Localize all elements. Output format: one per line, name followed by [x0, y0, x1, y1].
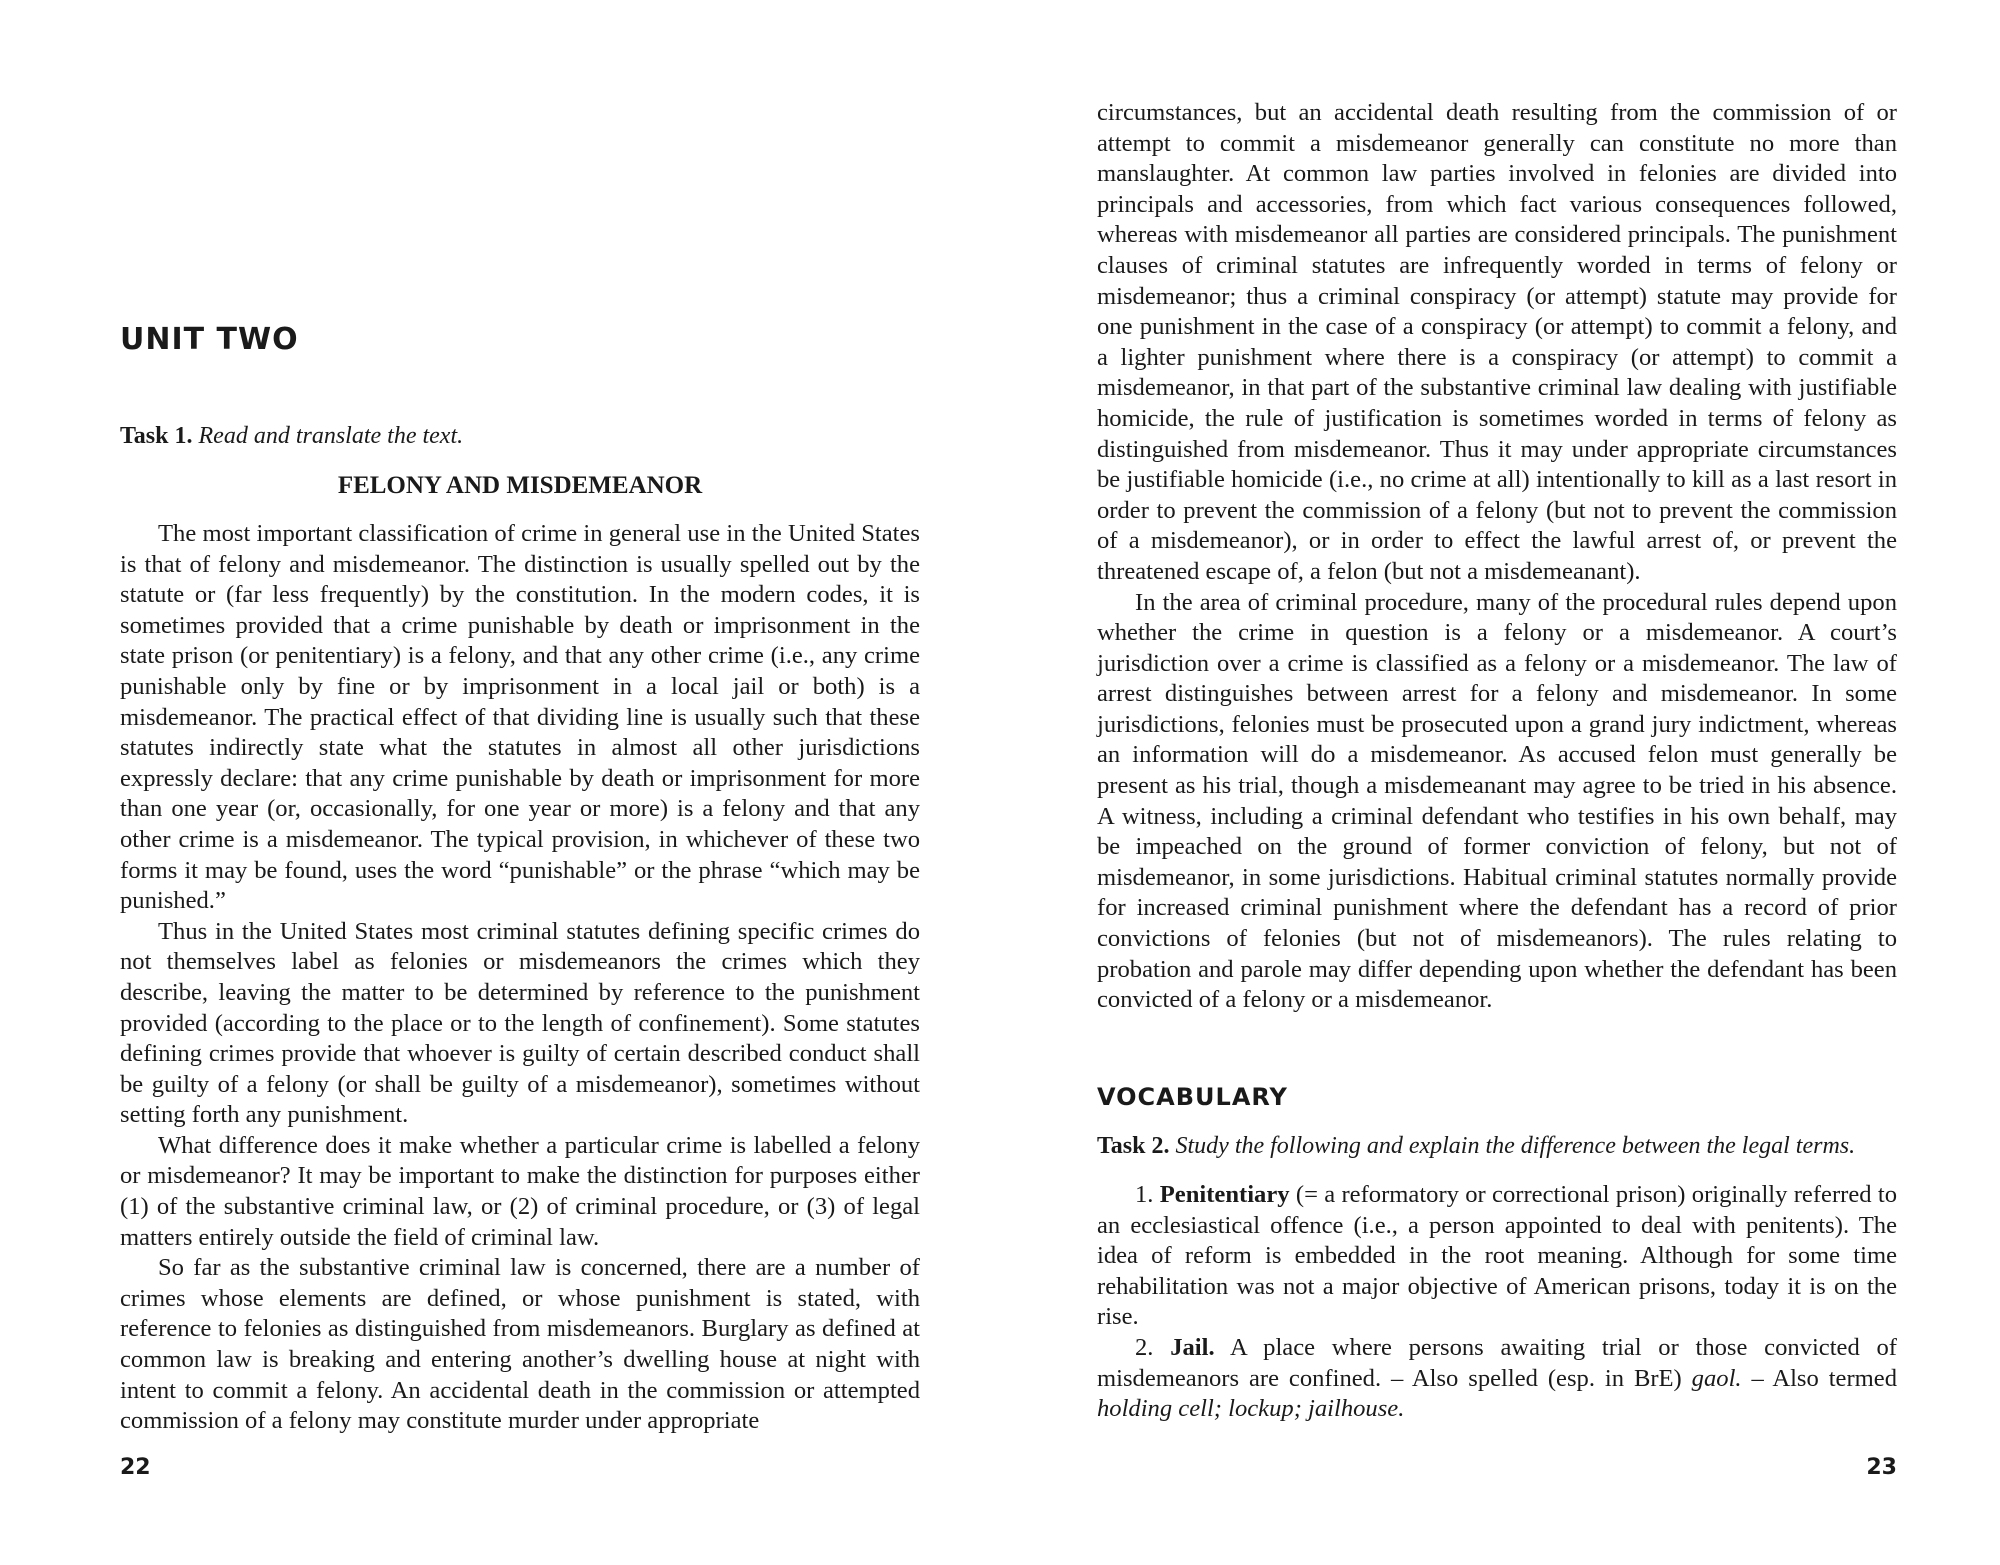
vocab-item — [1097, 1180, 1897, 1333]
vocab-definition-cont: – Also termed — [1741, 1364, 1897, 1392]
task-2-label: Task 2. — [1097, 1133, 1170, 1159]
vocab-definition: (= a reformatory or correctional prison) originally referred to an ecclesiastical offence (i.e., a person appointed to deal with penitents). The idea of reform is embedded in the root meaning. Although for some time rehabilitation was not a major objective of American prisons, today it is on the rise. — [1097, 1181, 1897, 1331]
vocab-alt-terms: holding cell; lockup; jailhouse. — [1097, 1395, 1405, 1423]
task-1-label: Task 1. — [120, 423, 193, 449]
paragraph: In the area of criminal procedure, many of the procedural rules depend upon whether the crime in question is a felony or a misdemeanor. A court’s jurisdiction over a crime is classified as a felony or a misdemeanor. The law of arrest distinguishes between arrest for a felony and misdemeanor. In some jurisdictions, felonies must be prosecuted upon a grand jury indictment, whereas an information will do a misdemeanor. As accused felon must generally be present as his trial, though a misdemeanant may agree to be tried in his absence. A witness, including a criminal defendant who testifies in his own behalf, may be impeached on the ground of former conviction of felony, but not of misdemeanor, in some jurisdictions. Habitual criminal statutes normally provide for increased criminal punishment where the defendant has a record of prior convictions of felonies (but not of misdemeanors). The rules relating to probation and parole may differ depending upon whether the defendant has been convicted of a felony or a misdemeanor. — [1097, 588, 1897, 1014]
task-2 — [1097, 1131, 1897, 1162]
vocabulary-list — [1097, 1180, 1897, 1425]
task-2-instruction: Study the following and explain the difference between the legal terms. — [1175, 1133, 1856, 1159]
vocab-item-number: 1. — [1135, 1181, 1154, 1208]
page-number: 23 — [1866, 1455, 1897, 1480]
vocab-item-number: 2. — [1135, 1333, 1154, 1361]
vocab-alt-spelling: gaol. — [1691, 1364, 1742, 1392]
paragraph: circumstances, but an accidental death resulting from the commission of or attempt to commit a misdemeanor generally can constitute no more than manslaughter. At common law parties involved in felonies are divided into principals and accessories, from which fact various consequences followed, whereas with misdemeanor all parties are considered principals. The punishment clauses of criminal statutes are infrequently worded in terms of felony or misdemeanor; thus a criminal conspiracy (or attempt) statute may provide for one punishment in the case of a conspiracy (or attempt) to commit a felony, and a lighter punishment where there is a conspiracy (or attempt) to commit a misdemeanor, in that part of the substantive criminal law dealing with justifiable homicide, the rule of justification is sometimes worded in terms of felony as distinguished from misdemeanor. Thus it may under appropriate circumstances be justifiable homicide (i.e., no crime at all) intentionally to kill as a last resort in order to prevent the commission of a felony (but not to prevent the commission of a misdemeanor), or in order to effect the lawful arrest of, or prevent the threatened escape of, a felon (but not a misdemeanant). — [1097, 99, 1897, 585]
article-title: FELONY AND MISDEMEANOR — [337, 472, 703, 499]
vocab-item — [1097, 1333, 1897, 1425]
vocab-term: Jail. — [1170, 1333, 1215, 1361]
paragraph: So far as the substantive criminal law is concerned, there are a number of crimes whose elements are defined, or whose punishment is stated, with reference to felonies as distinguished from misdemeanors. Burglary as defined at common law is breaking and entering another’s dwelling house at night with intent to commit a felony. An accidental death in the commission or attempted commission of a felony may constitute murder under appropriate — [120, 1254, 920, 1435]
paragraph: Thus in the United States most criminal statutes defining specific crimes do not themselves label as felonies or misdemeanors the crimes which they describe, leaving the matter to be determined by reference to the punishment provided (according to the place or to the length of confinement). Some statutes defining crimes provide that whoever is guilty of certain described conduct shall be guilty of a felony (or shall be guilty of a misdemeanor), sometimes without setting forth any punishment. — [120, 917, 920, 1129]
vocab-definition: A place where persons awaiting trial or those convicted of misdemeanors are confined. – Also spelled (esp. in BrE) — [1097, 1333, 1897, 1392]
left-body-text — [120, 519, 920, 1437]
task-1 — [120, 421, 463, 452]
right-body-text — [1097, 98, 1897, 1016]
vocabulary-heading: VOCABULARY — [1097, 1083, 1288, 1111]
vocab-term: Penitentiary — [1159, 1181, 1290, 1208]
paragraph: What difference does it make whether a particular crime is labelled a felony or misdemeanor? It may be important to make the distinction for purposes either (1) of the substantive criminal law, or (2) of criminal procedure, or (3) of legal matters entirely outside the field of criminal law. — [120, 1131, 920, 1251]
page-number: 22 — [120, 1455, 151, 1480]
task-1-instruction: Read and translate the text. — [198, 423, 464, 449]
unit-heading: UNIT TWO — [120, 322, 299, 357]
paragraph: The most important classification of crime in general use in the United States is that of felony and misdemeanor. The distinction is usually spelled out by the statute or (far less frequently) by the constitution. In the modern codes, it is sometimes provided that a crime punishable by death or imprisonment in the state prison (or penitentiary) is a felony, and that any other crime (i.e., any crime punishable only by fine or by imprisonment in a local jail or both) is a misdemeanor. The practical effect of that dividing line is usually such that these statutes indirectly state what the statutes in almost all other jurisdictions expressly declare: that any crime punishable by death or imprisonment for more than one year (or, occasionally, for one year or more) is a felony and that any other crime is a misdemeanor. The typical provision, in whichever of these two forms it may be found, uses the word “punishable” or the phrase “which may be punished.” — [120, 520, 920, 915]
